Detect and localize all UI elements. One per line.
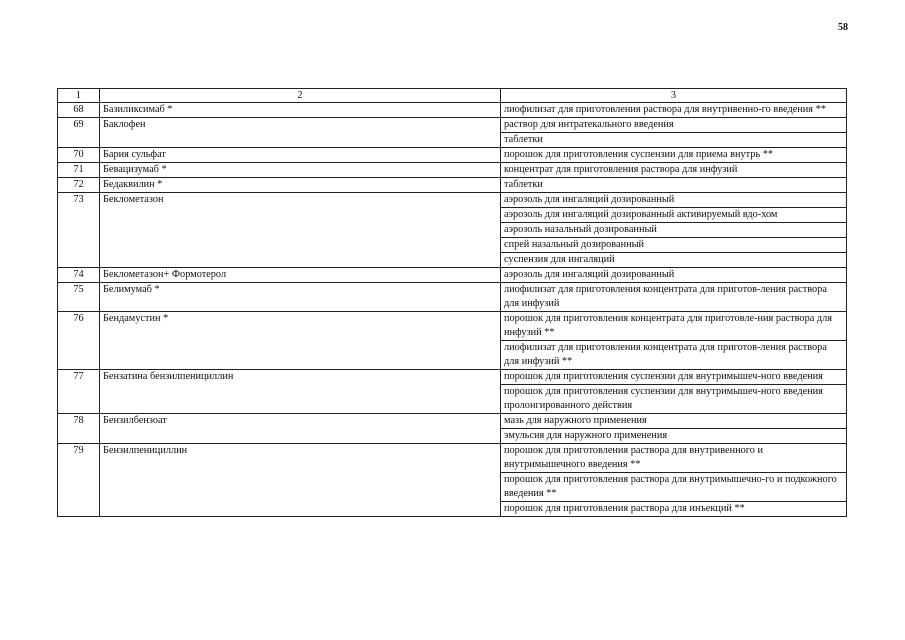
dosage-form-cell: эмульсия для наружного применения <box>501 429 847 444</box>
dosage-form-cell: лиофилизат для приготовления концентрата для приготов-ления раствора для инфузий <box>501 283 847 312</box>
row-number-cell: 77 <box>58 370 100 414</box>
dosage-form-cell: таблетки <box>501 178 847 193</box>
row-number-cell: 76 <box>58 312 100 370</box>
row-number-cell: 79 <box>58 444 100 517</box>
table-row <box>58 163 847 178</box>
table-row <box>58 118 847 133</box>
drug-name-cell: Бевацизумаб * <box>100 163 501 178</box>
table-row <box>58 370 847 385</box>
drug-name-cell: Беклометазон <box>100 193 501 268</box>
drug-name-cell: Бензилбензоат <box>100 414 501 444</box>
drug-name-cell: Баклофен <box>100 118 501 148</box>
header-row <box>58 89 847 103</box>
table-row <box>58 414 847 429</box>
dosage-form-cell: аэрозоль для ингаляций дозированный <box>501 193 847 208</box>
dosage-form-cell: лиофилизат для приготовления концентрата для приготов-ления раствора для инфузий ** <box>501 341 847 370</box>
table-header <box>58 89 847 103</box>
drug-name-cell: Бензатина бензилпенициллин <box>100 370 501 414</box>
table-row <box>58 283 847 312</box>
dosage-form-cell: порошок для приготовления суспензии для внутримышеч-ного введения <box>501 370 847 385</box>
drug-name-cell: Бендамустин * <box>100 312 501 370</box>
medication-table <box>57 88 847 517</box>
dosage-form-cell: порошок для приготовления концентрата для приготовле-ния раствора для инфузий ** <box>501 312 847 341</box>
row-number-cell: 72 <box>58 178 100 193</box>
dosage-form-cell: таблетки <box>501 133 847 148</box>
table-row <box>58 312 847 341</box>
dosage-form-cell: спрей назальный дозированный <box>501 238 847 253</box>
dosage-form-cell: порошок для приготовления суспензии для внутримышеч-ного введения пролонгированного действия <box>501 385 847 414</box>
dosage-form-cell: порошок для приготовления раствора для внутримышечно-го и подкожного введения ** <box>501 473 847 502</box>
dosage-form-cell: мазь для наружного применения <box>501 414 847 429</box>
column-header-number: 1 <box>58 89 100 103</box>
dosage-form-cell: порошок для приготовления раствора для инъекций ** <box>501 502 847 517</box>
drug-name-cell: Бедаквилин * <box>100 178 501 193</box>
drug-name-cell: Базиликсимаб * <box>100 103 501 118</box>
row-number-cell: 71 <box>58 163 100 178</box>
row-number-cell: 68 <box>58 103 100 118</box>
column-header-name: 2 <box>100 89 501 103</box>
dosage-form-cell: концентрат для приготовления раствора для инфузий <box>501 163 847 178</box>
table-row <box>58 178 847 193</box>
row-number-cell: 75 <box>58 283 100 312</box>
table-row <box>58 268 847 283</box>
dosage-form-cell: аэрозоль для ингаляций дозированный активируемый вдо-хом <box>501 208 847 223</box>
table-row <box>58 148 847 163</box>
drug-name-cell: Беклометазон+ Формотерол <box>100 268 501 283</box>
row-number-cell: 70 <box>58 148 100 163</box>
dosage-form-cell: суспензия для ингаляций <box>501 253 847 268</box>
drug-name-cell: Белимумаб * <box>100 283 501 312</box>
dosage-form-cell: раствор для интратекального введения <box>501 118 847 133</box>
row-number-cell: 78 <box>58 414 100 444</box>
column-header-form: 3 <box>501 89 847 103</box>
row-number-cell: 74 <box>58 268 100 283</box>
drug-name-cell: Бензилпенициллин <box>100 444 501 517</box>
table-row <box>58 103 847 118</box>
dosage-form-cell: порошок для приготовления суспензии для приема внутрь ** <box>501 148 847 163</box>
page-number: 58 <box>838 22 848 33</box>
dosage-form-cell: аэрозоль для ингаляций дозированный <box>501 268 847 283</box>
table-body <box>58 103 847 517</box>
dosage-form-cell: аэрозоль назальный дозированный <box>501 223 847 238</box>
row-number-cell: 69 <box>58 118 100 148</box>
drug-name-cell: Бария сульфат <box>100 148 501 163</box>
table-row <box>58 444 847 473</box>
dosage-form-cell: порошок для приготовления раствора для внутривенного и внутримышечного введения ** <box>501 444 847 473</box>
row-number-cell: 73 <box>58 193 100 268</box>
table-row <box>58 193 847 208</box>
dosage-form-cell: лиофилизат для приготовления раствора для внутривенно-го введения ** <box>501 103 847 118</box>
